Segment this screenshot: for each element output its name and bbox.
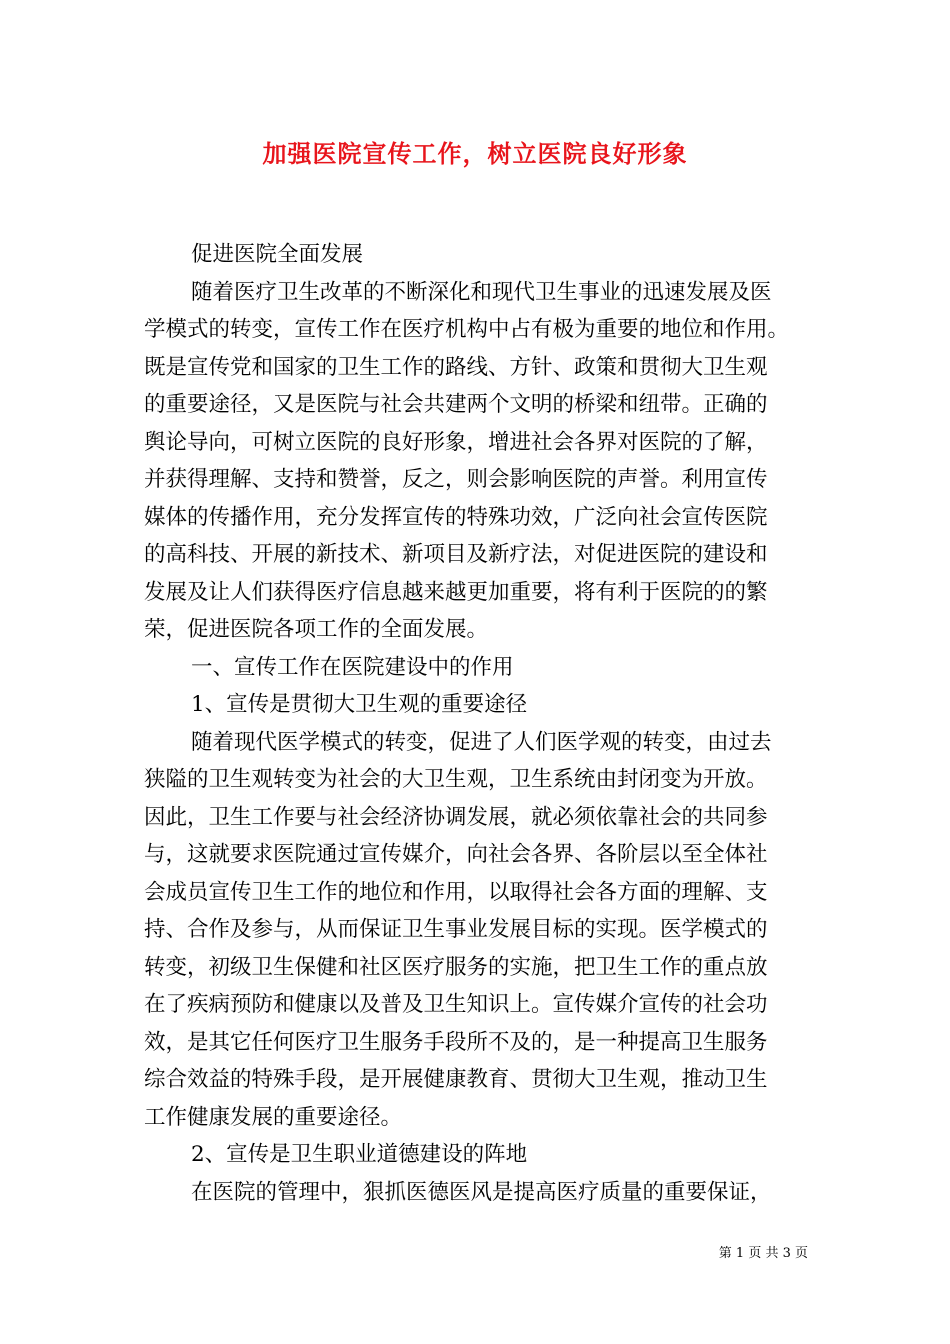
text-line: 在医院的管理中，狠抓医德医风是提高医疗质量的重要保证， xyxy=(191,1179,772,1205)
text-line: 促进医院全面发展 xyxy=(191,242,364,267)
subsection-heading: 1、宣传是贯彻大卫生观的重要途径 xyxy=(191,692,528,717)
text-line: 工作健康发展的重要途径。 xyxy=(144,1104,403,1130)
text-line: 媒体的传播作用，充分发挥宣传的特殊功效，广泛向社会宣传医院 xyxy=(144,504,768,530)
text-line: 的高科技、开展的新技术、新项目及新疗法，对促进医院的建设和 xyxy=(144,542,768,567)
text-line: 随着现代医学模式的转变，促进了人们医学观的转变，由过去 xyxy=(191,729,772,755)
text-line: 因此，卫生工作要与社会经济协调发展，就必须依靠社会的共同参 xyxy=(144,804,768,830)
text-line: 随着医疗卫生改革的不断深化和现代卫生事业的迅速发展及医 xyxy=(191,279,772,305)
text-line: 在了疾病预防和健康以及普及卫生知识上。宣传媒介宣传的社会功 xyxy=(144,992,768,1017)
text-line: 既是宣传党和国家的卫生工作的路线、方针、政策和贯彻大卫生观 xyxy=(144,354,768,380)
text-line: 与，这就要求医院通过宣传媒介，向社会各界、各阶层以至全体社 xyxy=(144,842,768,867)
text-line: 的重要途径，又是医院与社会共建两个文明的桥梁和纽带。正确的 xyxy=(144,392,768,417)
section-heading: 一、宣传工作在医院建设中的作用 xyxy=(191,654,514,680)
text-line: 发展及让人们获得医疗信息越来越更加重要，将有利于医院的的繁 xyxy=(144,579,768,605)
text-line: 效，是其它任何医疗卫生服务手段所不及的，是一种提高卫生服务 xyxy=(144,1029,768,1055)
page-number: 第 1 页 共 3 页 xyxy=(718,1246,808,1261)
text-line: 转变，初级卫生保健和社区医疗服务的实施，把卫生工作的重点放 xyxy=(144,954,768,980)
text-line: 学模式的转变，宣传工作在医疗机构中占有极为重要的地位和作用。 xyxy=(144,317,790,342)
page-title: 加强医院宣传工作，树立医院良好形象 xyxy=(262,139,688,168)
text-line: 会成员宣传卫生工作的地位和作用，以取得社会各方面的理解、支 xyxy=(144,879,768,905)
subsection-heading: 2、宣传是卫生职业道德建设的阵地 xyxy=(191,1142,528,1167)
text-line: 持、合作及参与，从而保证卫生事业发展目标的实现。医学模式的 xyxy=(144,917,768,942)
text-line: 荣，促进医院各项工作的全面发展。 xyxy=(144,617,489,642)
text-line: 并获得理解、支持和赞誉，反之，则会影响医院的声誉。利用宣传 xyxy=(144,467,768,492)
text-line: 综合效益的特殊手段，是开展健康教育、贯彻大卫生观，推动卫生 xyxy=(144,1067,768,1092)
document-body xyxy=(144,236,810,1211)
text-line: 狭隘的卫生观转变为社会的大卫生观，卫生系统由封闭变为开放。 xyxy=(144,767,768,792)
text-line: 舆论导向，可树立医院的良好形象，增进社会各界对医院的了解， xyxy=(144,429,768,455)
